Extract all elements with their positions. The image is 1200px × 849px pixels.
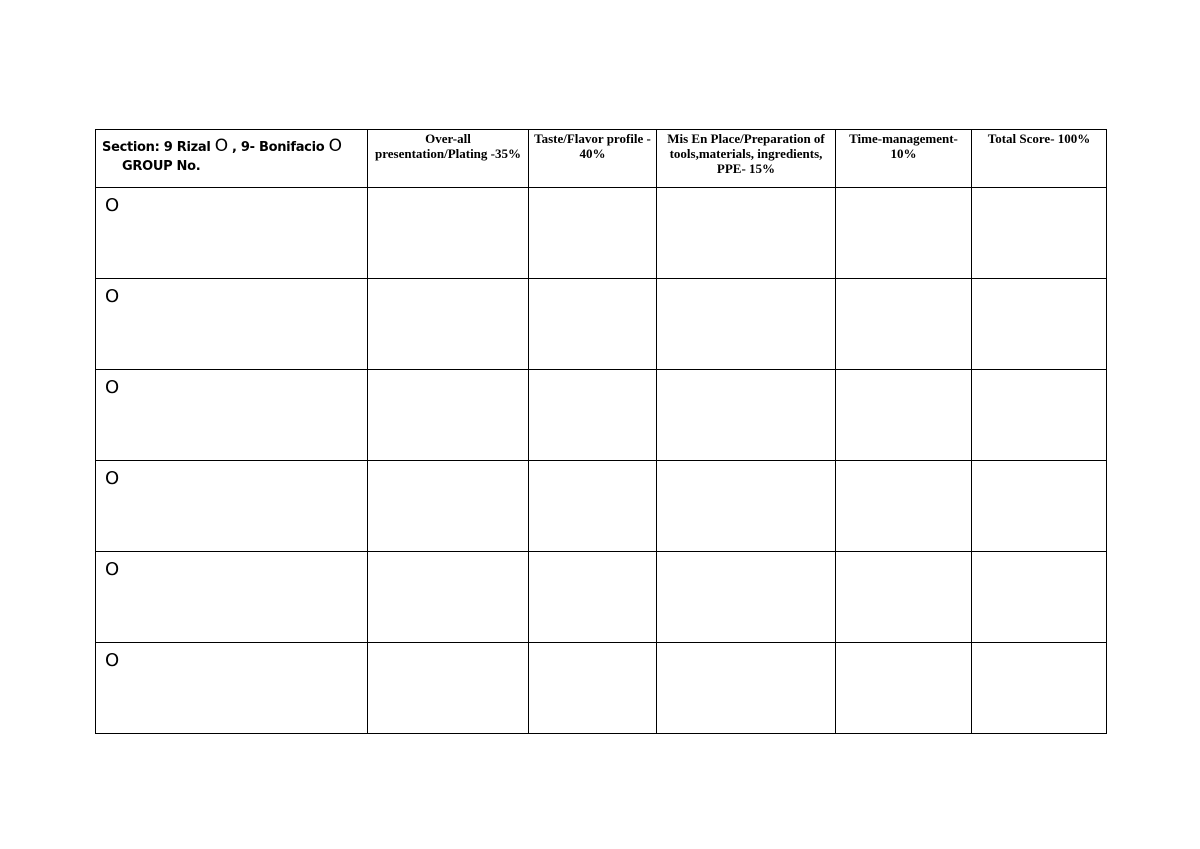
mis-en-place-score-cell[interactable] <box>657 552 836 643</box>
taste-score-cell[interactable] <box>529 643 657 734</box>
table-row <box>96 643 1107 734</box>
table-row <box>96 279 1107 370</box>
group-circle-icon: O <box>105 286 120 307</box>
presentation-score-cell[interactable] <box>368 643 529 734</box>
mis-en-place-header: Mis En Place/Preparation of tools,materials, ingredients, PPE- 15% <box>657 130 836 188</box>
taste-header: Taste/Flavor profile - 40% <box>529 130 657 188</box>
rizal-circle-icon: O <box>214 136 228 156</box>
total-score-cell[interactable] <box>972 370 1107 461</box>
taste-score-cell[interactable] <box>529 461 657 552</box>
group-cell[interactable] <box>96 461 368 552</box>
mis-en-place-score-cell[interactable] <box>657 643 836 734</box>
taste-score-cell[interactable] <box>529 188 657 279</box>
group-circle-icon: O <box>105 559 120 580</box>
header-row <box>96 130 1107 188</box>
time-score-cell[interactable] <box>836 188 972 279</box>
taste-score-cell[interactable] <box>529 370 657 461</box>
total-score-cell[interactable] <box>972 552 1107 643</box>
table-row <box>96 552 1107 643</box>
mis-en-place-score-cell[interactable] <box>657 461 836 552</box>
total-score-cell[interactable] <box>972 643 1107 734</box>
time-score-cell[interactable] <box>836 643 972 734</box>
bonifacio-circle-icon: O <box>328 136 342 156</box>
group-number-label: GROUP No. <box>122 159 201 174</box>
presentation-score-cell[interactable] <box>368 552 529 643</box>
taste-score-cell[interactable] <box>529 279 657 370</box>
group-cell[interactable] <box>96 279 368 370</box>
section-label-middle: , 9- Bonifacio <box>227 140 329 155</box>
group-cell[interactable] <box>96 370 368 461</box>
time-score-cell[interactable] <box>836 552 972 643</box>
group-circle-icon: O <box>105 650 120 671</box>
total-score-cell[interactable] <box>972 279 1107 370</box>
group-cell[interactable] <box>96 552 368 643</box>
time-score-cell[interactable] <box>836 279 972 370</box>
group-circle-icon: O <box>105 377 120 398</box>
table-row <box>96 188 1107 279</box>
group-circle-icon: O <box>105 468 120 489</box>
time-management-header: Time-management- 10% <box>836 130 972 188</box>
table-row <box>96 461 1107 552</box>
total-score-header: Total Score- 100% <box>972 130 1107 188</box>
time-score-cell[interactable] <box>836 461 972 552</box>
group-cell[interactable] <box>96 188 368 279</box>
presentation-score-cell[interactable] <box>368 461 529 552</box>
mis-en-place-score-cell[interactable] <box>657 370 836 461</box>
scoring-table <box>95 129 1107 734</box>
total-score-cell[interactable] <box>972 188 1107 279</box>
taste-score-cell[interactable] <box>529 552 657 643</box>
presentation-header: Over-all presentation/Plating -35% <box>368 130 529 188</box>
section-group-header <box>96 130 368 188</box>
presentation-score-cell[interactable] <box>368 370 529 461</box>
time-score-cell[interactable] <box>836 370 972 461</box>
presentation-score-cell[interactable] <box>368 279 529 370</box>
section-label: Section: 9 Rizal <box>102 140 215 155</box>
group-circle-icon: O <box>105 195 120 216</box>
mis-en-place-score-cell[interactable] <box>657 279 836 370</box>
presentation-score-cell[interactable] <box>368 188 529 279</box>
group-cell[interactable] <box>96 643 368 734</box>
total-score-cell[interactable] <box>972 461 1107 552</box>
table-row <box>96 370 1107 461</box>
mis-en-place-score-cell[interactable] <box>657 188 836 279</box>
